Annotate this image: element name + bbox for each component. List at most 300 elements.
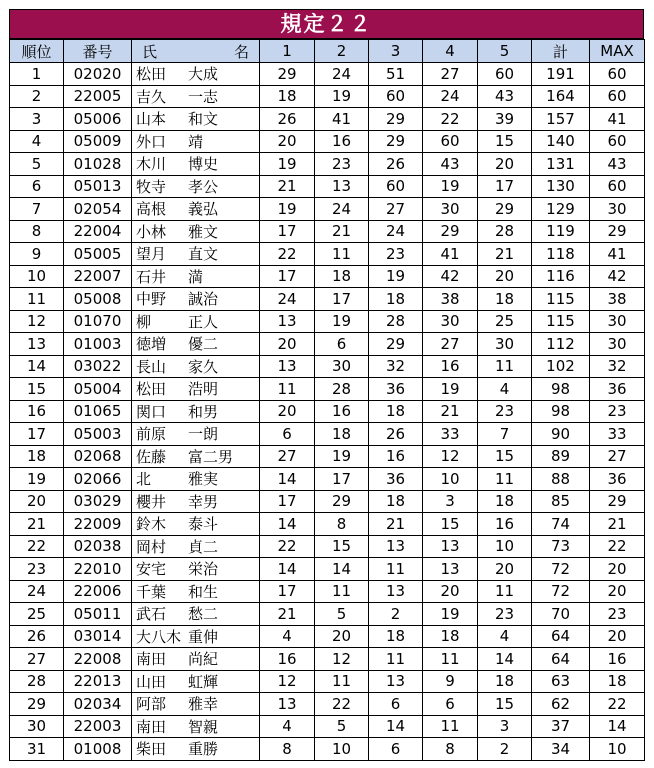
cell-max: 30	[590, 333, 645, 356]
cell-number: 22006	[64, 580, 132, 603]
cell-g3: 26	[369, 153, 423, 176]
cell-g3: 29	[369, 130, 423, 153]
cell-g5: 23	[478, 603, 532, 626]
cell-g5: 39	[478, 108, 532, 131]
cell-g1: 14	[260, 513, 315, 536]
cell-name	[132, 603, 260, 626]
header-rank: 順位	[10, 40, 64, 63]
cell-name	[132, 535, 260, 558]
cell-max: 60	[590, 63, 645, 86]
cell-number: 03022	[64, 355, 132, 378]
cell-family-name: 松田	[136, 65, 167, 84]
cell-family-name: 関口	[136, 402, 167, 421]
cell-g2: 5	[315, 715, 369, 738]
cell-g2: 29	[315, 490, 369, 513]
cell-g3: 6	[369, 693, 423, 716]
cell-g1: 4	[260, 625, 315, 648]
cell-family-name: 牧寺	[136, 177, 167, 196]
cell-family-name: 前原	[136, 425, 167, 444]
cell-max: 36	[590, 378, 645, 401]
cell-total: 191	[532, 63, 590, 86]
cell-total: 131	[532, 153, 590, 176]
cell-name	[132, 220, 260, 243]
cell-family-name: 長山	[136, 357, 167, 376]
cell-family-name: 佐藤	[136, 447, 167, 466]
cell-given-name: 雅文	[188, 222, 219, 241]
cell-family-name: 武石	[136, 605, 167, 624]
cell-g1: 20	[260, 130, 315, 153]
cell-family-name: 柴田	[136, 740, 167, 759]
cell-number: 02068	[64, 445, 132, 468]
cell-rank: 20	[10, 490, 64, 513]
header-game-2: 2	[315, 40, 369, 63]
cell-number: 03014	[64, 625, 132, 648]
cell-name	[132, 625, 260, 648]
cell-family-name: 櫻井	[136, 492, 167, 511]
cell-name	[132, 445, 260, 468]
cell-given-name: 誠治	[188, 290, 219, 309]
cell-g4: 16	[423, 355, 478, 378]
cell-rank: 31	[10, 738, 64, 761]
cell-given-name: 正人	[188, 312, 219, 331]
cell-total: 119	[532, 220, 590, 243]
cell-max: 16	[590, 648, 645, 671]
header-game-4: 4	[423, 40, 478, 63]
cell-family-name: 阿部	[136, 695, 167, 714]
cell-g4: 11	[423, 648, 478, 671]
cell-family-name: 小林	[136, 222, 167, 241]
cell-rank: 11	[10, 288, 64, 311]
table-row	[10, 220, 645, 243]
cell-given-name: 和文	[188, 110, 219, 129]
cell-number: 02038	[64, 535, 132, 558]
table-row	[10, 603, 645, 626]
cell-given-name: 靖	[188, 132, 204, 151]
cell-g3: 36	[369, 468, 423, 491]
cell-name	[132, 333, 260, 356]
cell-max: 33	[590, 423, 645, 446]
cell-name	[132, 153, 260, 176]
cell-g5: 60	[478, 63, 532, 86]
cell-given-name: 家久	[188, 357, 219, 376]
cell-name	[132, 468, 260, 491]
table-row	[10, 108, 645, 131]
cell-g5: 4	[478, 378, 532, 401]
cell-rank: 17	[10, 423, 64, 446]
cell-number: 22005	[64, 85, 132, 108]
cell-total: 98	[532, 378, 590, 401]
cell-g4: 12	[423, 445, 478, 468]
cell-number: 22013	[64, 670, 132, 693]
cell-rank: 1	[10, 63, 64, 86]
cell-total: 34	[532, 738, 590, 761]
cell-name	[132, 63, 260, 86]
cell-max: 14	[590, 715, 645, 738]
cell-g5: 23	[478, 400, 532, 423]
cell-g5: 11	[478, 580, 532, 603]
cell-g5: 43	[478, 85, 532, 108]
cell-total: 116	[532, 265, 590, 288]
cell-g4: 3	[423, 490, 478, 513]
cell-g5: 18	[478, 670, 532, 693]
cell-g1: 4	[260, 715, 315, 738]
cell-max: 42	[590, 265, 645, 288]
cell-family-name: 望月	[136, 245, 167, 264]
cell-g5: 15	[478, 693, 532, 716]
cell-g4: 10	[423, 468, 478, 491]
cell-g4: 29	[423, 220, 478, 243]
cell-rank: 12	[10, 310, 64, 333]
cell-g5: 14	[478, 648, 532, 671]
cell-g4: 20	[423, 580, 478, 603]
cell-max: 32	[590, 355, 645, 378]
cell-g1: 11	[260, 378, 315, 401]
cell-g2: 20	[315, 625, 369, 648]
cell-g3: 60	[369, 85, 423, 108]
cell-g1: 29	[260, 63, 315, 86]
table-row	[10, 153, 645, 176]
cell-g3: 18	[369, 625, 423, 648]
cell-total: 164	[532, 85, 590, 108]
cell-rank: 13	[10, 333, 64, 356]
cell-g4: 19	[423, 175, 478, 198]
cell-family-name: 山本	[136, 110, 167, 129]
cell-number: 22003	[64, 715, 132, 738]
cell-g4: 11	[423, 715, 478, 738]
cell-g4: 15	[423, 513, 478, 536]
cell-rank: 24	[10, 580, 64, 603]
cell-g4: 18	[423, 625, 478, 648]
cell-rank: 9	[10, 243, 64, 266]
cell-g5: 18	[478, 288, 532, 311]
cell-family-name: 大八木	[136, 627, 182, 646]
cell-g4: 22	[423, 108, 478, 131]
cell-max: 60	[590, 130, 645, 153]
cell-given-name: 泰斗	[188, 515, 219, 534]
cell-g2: 14	[315, 558, 369, 581]
cell-g4: 13	[423, 535, 478, 558]
cell-g2: 8	[315, 513, 369, 536]
cell-max: 20	[590, 580, 645, 603]
cell-g2: 12	[315, 648, 369, 671]
cell-g5: 4	[478, 625, 532, 648]
cell-g3: 13	[369, 580, 423, 603]
cell-given-name: 虹輝	[188, 672, 219, 691]
cell-number: 22004	[64, 220, 132, 243]
cell-g5: 11	[478, 355, 532, 378]
cell-family-name: 吉久	[136, 87, 167, 106]
cell-total: 88	[532, 468, 590, 491]
cell-rank: 5	[10, 153, 64, 176]
cell-family-name: 柳	[136, 312, 152, 331]
cell-g2: 6	[315, 333, 369, 356]
cell-given-name: 雅幸	[188, 695, 219, 714]
cell-max: 60	[590, 175, 645, 198]
cell-g4: 43	[423, 153, 478, 176]
cell-g4: 21	[423, 400, 478, 423]
cell-given-name: 優二	[188, 335, 219, 354]
cell-g4: 24	[423, 85, 478, 108]
cell-g2: 13	[315, 175, 369, 198]
table-row	[10, 378, 645, 401]
cell-max: 41	[590, 243, 645, 266]
cell-g3: 21	[369, 513, 423, 536]
cell-total: 102	[532, 355, 590, 378]
table-row	[10, 490, 645, 513]
cell-g2: 19	[315, 310, 369, 333]
cell-g5: 30	[478, 333, 532, 356]
cell-g2: 5	[315, 603, 369, 626]
sheet-title: 規定２２	[9, 9, 644, 39]
cell-g5: 20	[478, 558, 532, 581]
table-row	[10, 130, 645, 153]
table-row	[10, 558, 645, 581]
cell-name	[132, 423, 260, 446]
table-row	[10, 648, 645, 671]
cell-g1: 13	[260, 693, 315, 716]
cell-max: 20	[590, 625, 645, 648]
cell-g1: 22	[260, 243, 315, 266]
cell-family-name: 外口	[136, 132, 167, 151]
cell-total: 115	[532, 288, 590, 311]
cell-g5: 10	[478, 535, 532, 558]
cell-g1: 27	[260, 445, 315, 468]
cell-g4: 38	[423, 288, 478, 311]
cell-max: 20	[590, 558, 645, 581]
cell-number: 02020	[64, 63, 132, 86]
header-row	[10, 40, 645, 63]
cell-g1: 24	[260, 288, 315, 311]
cell-g3: 29	[369, 333, 423, 356]
cell-g4: 19	[423, 603, 478, 626]
table-row	[10, 715, 645, 738]
cell-name	[132, 490, 260, 513]
cell-number: 02054	[64, 198, 132, 221]
cell-name	[132, 693, 260, 716]
cell-max: 36	[590, 468, 645, 491]
cell-g1: 19	[260, 198, 315, 221]
cell-g4: 30	[423, 310, 478, 333]
cell-given-name: 愁二	[188, 605, 219, 624]
header-game-1: 1	[260, 40, 315, 63]
cell-g5: 11	[478, 468, 532, 491]
cell-rank: 15	[10, 378, 64, 401]
cell-g4: 33	[423, 423, 478, 446]
cell-rank: 26	[10, 625, 64, 648]
cell-total: 37	[532, 715, 590, 738]
score-sheet	[9, 9, 644, 761]
cell-family-name: 石井	[136, 267, 167, 286]
header-number: 番号	[64, 40, 132, 63]
cell-g1: 17	[260, 265, 315, 288]
cell-rank: 4	[10, 130, 64, 153]
cell-name	[132, 85, 260, 108]
cell-family-name: 岡村	[136, 537, 167, 556]
cell-g3: 13	[369, 670, 423, 693]
table-row	[10, 288, 645, 311]
table-row	[10, 310, 645, 333]
cell-g4: 60	[423, 130, 478, 153]
cell-g3: 51	[369, 63, 423, 86]
cell-g5: 15	[478, 130, 532, 153]
cell-g4: 42	[423, 265, 478, 288]
cell-total: 140	[532, 130, 590, 153]
cell-g2: 17	[315, 288, 369, 311]
cell-number: 05006	[64, 108, 132, 131]
table-row	[10, 355, 645, 378]
header-name-given: 名	[233, 42, 249, 61]
header-total: 計	[532, 40, 590, 63]
cell-g5: 29	[478, 198, 532, 221]
cell-total: 112	[532, 333, 590, 356]
cell-rank: 14	[10, 355, 64, 378]
cell-g3: 16	[369, 445, 423, 468]
cell-name	[132, 310, 260, 333]
cell-g1: 20	[260, 333, 315, 356]
cell-given-name: 満	[188, 267, 204, 286]
cell-rank: 28	[10, 670, 64, 693]
cell-max: 22	[590, 535, 645, 558]
cell-number: 01065	[64, 400, 132, 423]
cell-g4: 8	[423, 738, 478, 761]
cell-rank: 7	[10, 198, 64, 221]
cell-total: 90	[532, 423, 590, 446]
header-name	[132, 40, 260, 63]
cell-g2: 23	[315, 153, 369, 176]
cell-g1: 19	[260, 153, 315, 176]
score-table	[9, 39, 645, 761]
cell-g1: 14	[260, 558, 315, 581]
cell-rank: 30	[10, 715, 64, 738]
cell-given-name: 孝公	[188, 177, 219, 196]
table-row	[10, 175, 645, 198]
table-row	[10, 580, 645, 603]
cell-g3: 2	[369, 603, 423, 626]
cell-name	[132, 648, 260, 671]
cell-g1: 18	[260, 85, 315, 108]
cell-rank: 2	[10, 85, 64, 108]
cell-total: 62	[532, 693, 590, 716]
cell-number: 05008	[64, 288, 132, 311]
cell-name	[132, 400, 260, 423]
cell-number: 22008	[64, 648, 132, 671]
table-row	[10, 265, 645, 288]
cell-rank: 19	[10, 468, 64, 491]
cell-g5: 7	[478, 423, 532, 446]
cell-g4: 27	[423, 333, 478, 356]
cell-g1: 22	[260, 535, 315, 558]
cell-g2: 11	[315, 243, 369, 266]
cell-rank: 8	[10, 220, 64, 243]
cell-given-name: 雅実	[188, 470, 219, 489]
cell-given-name: 博史	[188, 155, 219, 174]
cell-number: 05011	[64, 603, 132, 626]
cell-g1: 17	[260, 580, 315, 603]
cell-given-name: 一朗	[188, 425, 219, 444]
cell-given-name: 和男	[188, 402, 219, 421]
cell-g2: 22	[315, 693, 369, 716]
cell-g2: 15	[315, 535, 369, 558]
cell-g5: 18	[478, 490, 532, 513]
cell-name	[132, 198, 260, 221]
cell-g4: 30	[423, 198, 478, 221]
cell-g1: 16	[260, 648, 315, 671]
cell-rank: 23	[10, 558, 64, 581]
cell-max: 22	[590, 693, 645, 716]
cell-given-name: 尚紀	[188, 650, 219, 669]
header-name-family: 氏	[142, 42, 158, 61]
cell-g3: 11	[369, 648, 423, 671]
cell-given-name: 浩明	[188, 380, 219, 399]
cell-g3: 18	[369, 490, 423, 513]
cell-given-name: 義弘	[188, 200, 219, 219]
cell-g4: 9	[423, 670, 478, 693]
cell-g1: 8	[260, 738, 315, 761]
cell-max: 60	[590, 85, 645, 108]
table-row	[10, 445, 645, 468]
cell-number: 01070	[64, 310, 132, 333]
cell-number: 22007	[64, 265, 132, 288]
cell-given-name: 重伸	[188, 627, 219, 646]
cell-g4: 27	[423, 63, 478, 86]
cell-g3: 13	[369, 535, 423, 558]
cell-g1: 20	[260, 400, 315, 423]
cell-g3: 28	[369, 310, 423, 333]
cell-given-name: 智親	[188, 717, 219, 736]
cell-g3: 26	[369, 423, 423, 446]
cell-family-name: 山田	[136, 672, 167, 691]
cell-total: 115	[532, 310, 590, 333]
cell-g5: 21	[478, 243, 532, 266]
cell-total: 130	[532, 175, 590, 198]
cell-g2: 21	[315, 220, 369, 243]
cell-g3: 23	[369, 243, 423, 266]
cell-number: 01008	[64, 738, 132, 761]
cell-total: 63	[532, 670, 590, 693]
table-row	[10, 535, 645, 558]
cell-name	[132, 513, 260, 536]
cell-g2: 11	[315, 670, 369, 693]
cell-total: 89	[532, 445, 590, 468]
cell-max: 43	[590, 153, 645, 176]
cell-name	[132, 130, 260, 153]
cell-total: 73	[532, 535, 590, 558]
cell-family-name: 千葉	[136, 582, 167, 601]
cell-name	[132, 355, 260, 378]
table-row	[10, 198, 645, 221]
cell-max: 29	[590, 220, 645, 243]
cell-number: 01003	[64, 333, 132, 356]
header-game-3: 3	[369, 40, 423, 63]
cell-number: 05009	[64, 130, 132, 153]
cell-g3: 29	[369, 108, 423, 131]
table-row	[10, 738, 645, 761]
table-row	[10, 400, 645, 423]
cell-g2: 17	[315, 468, 369, 491]
cell-g5: 20	[478, 153, 532, 176]
cell-g2: 24	[315, 63, 369, 86]
cell-number: 05005	[64, 243, 132, 266]
cell-g3: 24	[369, 220, 423, 243]
cell-number: 22010	[64, 558, 132, 581]
cell-name	[132, 738, 260, 761]
table-row	[10, 333, 645, 356]
cell-g3: 36	[369, 378, 423, 401]
cell-family-name: 木川	[136, 155, 167, 174]
table-row	[10, 63, 645, 86]
cell-g1: 21	[260, 175, 315, 198]
cell-rank: 18	[10, 445, 64, 468]
